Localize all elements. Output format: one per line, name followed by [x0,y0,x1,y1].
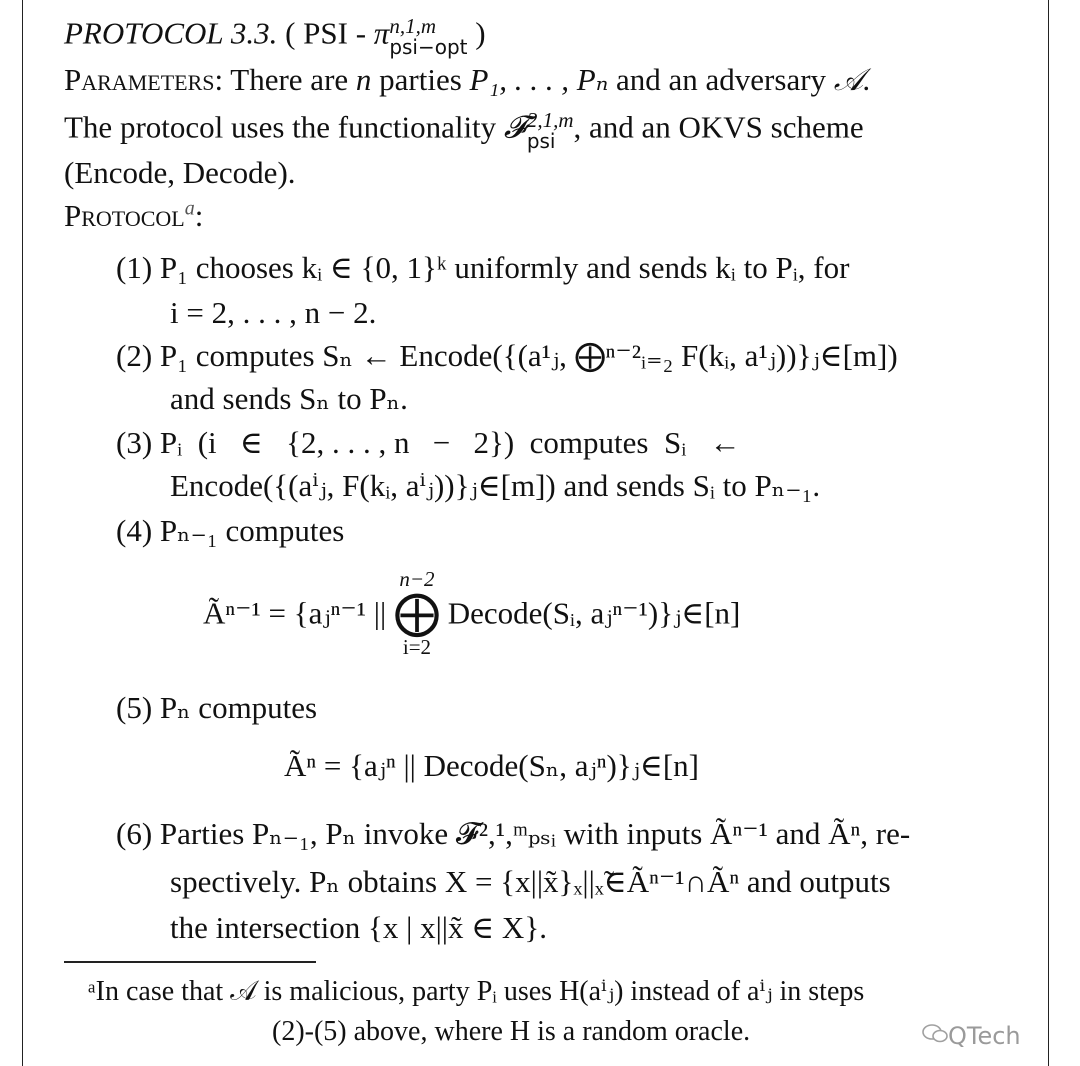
title-pi: π [373,15,390,51]
title-close: ) [467,15,486,51]
step-text: P₁ computes Sₙ ← Encode({(a¹ⱼ, ⨁ⁿ⁻²ᵢ₌₂ F(kᵢ, a¹ⱼ))}ⱼ∈[m]) [159,338,898,373]
step-number: (5) [116,690,153,725]
watermark [922,1022,1021,1051]
parameters-text: and an adversary [608,62,834,97]
step-text: Parties Pₙ₋₁, Pₙ invoke 𝓕²,¹,ᵐₚₛᵢ with inputs Ãⁿ⁻¹ and Ãⁿ, re- [159,816,911,851]
step-2-cont: and sends Sₙ to Pₙ. [170,381,408,416]
parameters-label: Parameters: [64,62,224,97]
parameters-line-2 [64,110,864,151]
step-3 [116,427,741,458]
eq4-lhs: Ãⁿ⁻¹ = {aⱼⁿ⁻¹ || [203,595,394,631]
protocol-title [64,16,486,57]
step-1 [116,252,849,283]
title-sup: n,1,m [389,14,436,38]
parameters-line-1 [64,64,871,95]
parameters-text: The protocol uses the functionality [64,109,504,145]
footnote-mark: a [184,197,195,220]
title-label: PROTOCOL 3.3. [64,15,278,51]
functionality-sup: 2,1,m [526,108,574,132]
footnote-rule [64,961,316,963]
step-text: Pₙ₋₁ computes [159,513,345,548]
eq4-rhs: Decode(Sᵢ, aⱼⁿ⁻¹)}ⱼ∈[n] [439,595,741,631]
title-sub: psi−opt [389,35,468,59]
step-text: P₁ chooses kᵢ ∈ {0, 1}ᵏ uniformly and sends kᵢ to Pᵢ, for [159,250,850,285]
parameters-line-3: (Encode, Decode). [64,155,296,190]
oplus-icon: ⨁ [393,587,440,639]
step-3-cont: Encode({(aⁱⱼ, F(kᵢ, aⁱⱼ))}ⱼ∈[m]) and sends Sᵢ to Pₙ₋₁. [170,468,821,503]
protocol-label [64,197,204,233]
protocol-colon: : [194,198,204,233]
protocol-label-text: Protocol [64,198,185,233]
adversary-symbol: 𝒜. [833,62,871,97]
oplus-operator [394,568,440,658]
step-number: (4) [116,513,153,548]
step-6-cont-1: spectively. Pₙ obtains X = {x||x̃}ₓ||ₓ̃∈Ãⁿ⁻¹∩Ãⁿ and outputs [170,864,891,899]
step-number: (2) [116,338,153,373]
functionality-sub: psi [526,129,556,153]
parameters-parties: P₁, . . . , Pₙ [469,62,609,97]
footnote-line-2: (2)-(5) above, where H is a random oracle. [272,1016,751,1047]
step-1-cont: i = 2, . . . , n − 2. [170,295,377,330]
parameters-text: parties [371,62,470,97]
oplus-lower: i=2 [402,635,432,660]
step-5 [116,692,317,723]
step-2 [116,340,898,371]
step-text: Pₙ computes [159,690,318,725]
step-6 [116,818,910,849]
step-number: (1) [116,250,153,285]
step-6-cont-2: the intersection {x | x||x̃ ∈ X}. [170,910,547,945]
step-4 [116,515,344,546]
step-number: (6) [116,816,153,851]
parameters-n: n [355,62,372,97]
functionality-symbol: 𝓕 [503,109,527,145]
step-text: Pᵢ (i ∈ {2, . . . , n − 2}) computes Sᵢ ← [159,425,741,460]
oplus-upper: n−2 [399,567,435,591]
watermark-text: QTech [948,1022,1021,1050]
title-open: ( PSI - [285,15,374,51]
equation-4 [203,568,740,658]
step-number: (3) [116,425,153,460]
parameters-text: , and an OKVS scheme [573,109,864,145]
footnote-line-1: ᵃIn case that 𝒜 is malicious, party Pᵢ uses H(aⁱⱼ) instead of aⁱⱼ in steps [88,976,865,1007]
equation-5: Ãⁿ = {aⱼⁿ || Decode(Sₙ, aⱼⁿ)}ⱼ∈[n] [284,748,699,783]
parameters-text: There are [223,62,356,97]
chat-bubble-icon [922,1023,948,1051]
